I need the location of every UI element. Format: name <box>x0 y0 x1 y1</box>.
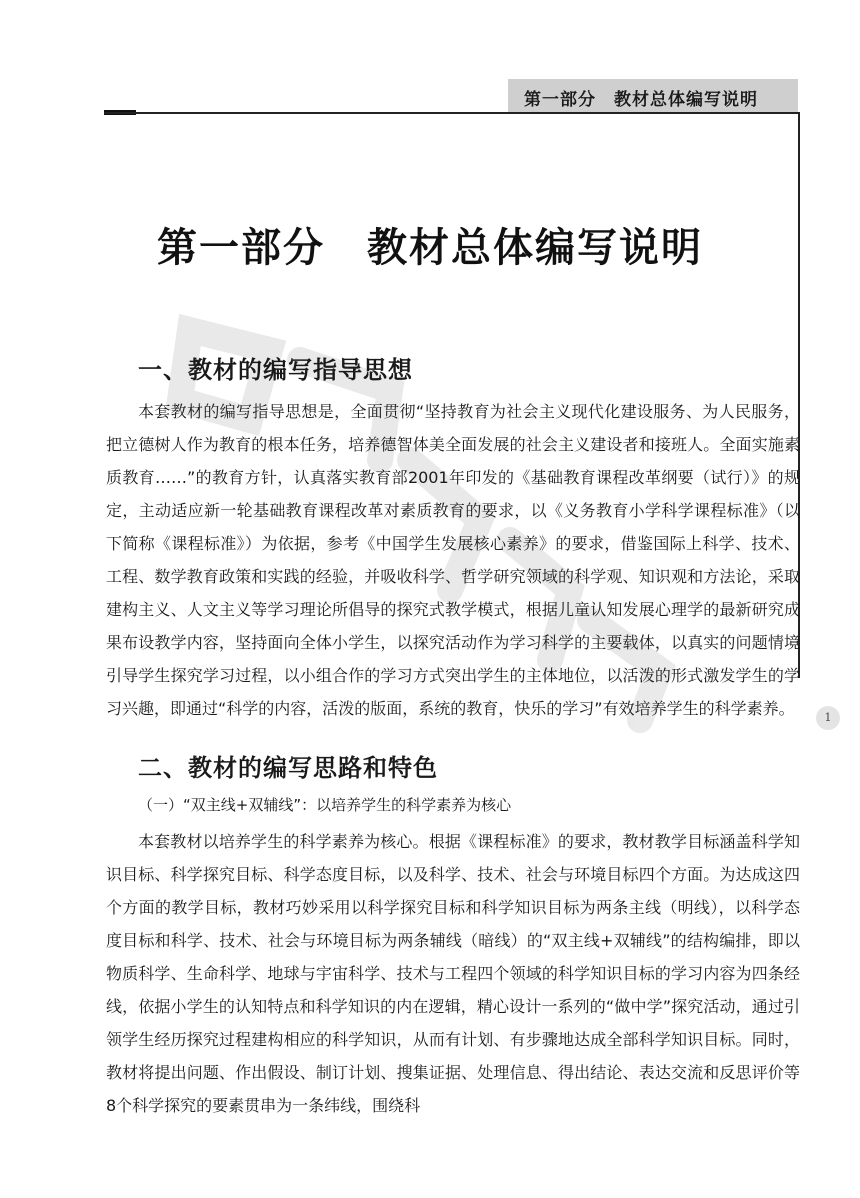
running-header: 第一部分 教材总体编写说明 <box>524 90 758 110</box>
page-title: 第一部分 教材总体编写说明 <box>157 225 703 271</box>
section-paragraph: 本套教材的编写指导思想是，全面贯彻“坚持教育为社会主义现代化建设服务、为人民服务，把立德树人作为教育的根本任务，培养德智体美全面发展的社会主义建设者和接班人。全面实施素质教育……”的教育方针，认真落实教育部2001年印发的《基础教育课程改革纲要（试行）》的规定，主动适应新一轮基础教育课程改革对素质教育的要求，以《义务教育小学科学课程标准》（以下简称《课程标准》）为依据，参考《中国学生发展核心素养》的要求，借鉴国际上科学、技术、工程、数学教育政策和实践的经验，并吸收科学、哲学研究领域的科学观、知识观和方法论，采取建构主义、人文主义等学习理论所倡导的探究式教学模式，根据儿童认知发展心理学的最新研究成果布设教学内容，坚持面向全体小学生，以探究活动作为学习科学的主要载体，以真实的问题情境引导学生探究学习过程，以小组合作的学习方式突出学生的主体地位，以活泼的形式激发学生的学习兴趣，即通过“科学的内容，活泼的版面，系统的教育，快乐的学习”有效培养学生的科学素养。 <box>106 402 800 718</box>
section-heading: 一、教材的编写指导思想 <box>138 356 413 384</box>
page-number: 1 <box>816 706 840 730</box>
section-paragraph: 本套教材以培养学生的科学素养为核心。根据《课程标准》的要求，教材教学目标涵盖科学知识目标、科学探究目标、科学态度目标，以及科学、技术、社会与环境目标四个方面。为达成这四个方面的教学目标，教材巧妙采用以科学探究目标和科学知识目标为两条主线（明线），以科学态度目标和科学、技术、社会与环境目标为两条辅线（暗线）的“双主线+双辅线”的结构编排，即以物质科学、生命科学、地球与宇宙科学、技术与工程四个领域的科学知识目标的学习内容为四条经线，依据小学生的认知特点和科学知识的内在逻辑，精心设计一系列的“做中学”探究活动，通过引领学生经历探究过程建构相应的科学知识，从而有计划、有步骤地达成全部科学知识目标。同时，教材将提出问题、作出假设、制订计划、搜集证据、处理信息、得出结论、表达交流和反思评价等8个科学探究的要素贯串为一条纬线，围绕科 <box>106 832 800 1115</box>
section-heading: 二、教材的编写思路和特色 <box>138 754 438 782</box>
header-rule <box>104 112 800 114</box>
subsection-heading: （一）“双主线+双辅线”：以培养学生的科学素养为核心 <box>138 796 512 814</box>
